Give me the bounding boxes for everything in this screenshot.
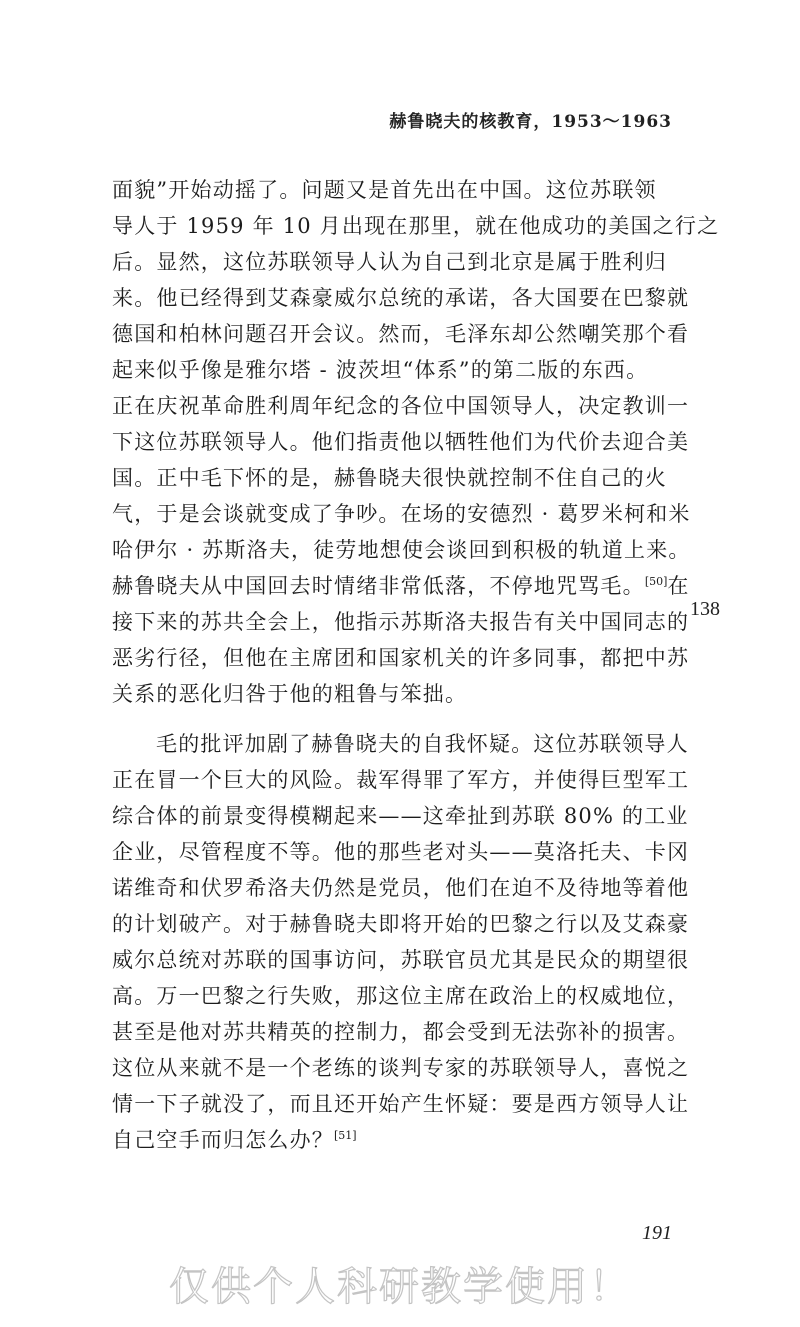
footnote-ref-50[interactable]: [50] <box>644 575 668 588</box>
original-page-number: 138 <box>690 598 720 620</box>
text-line: 下这位苏联领导人。他们指责他以牺牲他们为代价去迎合美 <box>112 430 690 454</box>
text-line <box>112 568 690 604</box>
text-line: 德国和柏林问题召开会议。然而，毛泽东却公然嘲笑那个看 <box>112 322 690 346</box>
text-line: 正在庆祝革命胜利周年纪念的各位中国领导人，决定教训一 <box>112 394 690 418</box>
text-line: 关系的恶化归咎于他的粗鲁与笨拙。 <box>112 682 468 706</box>
paragraph-break <box>112 712 672 726</box>
text-line <box>112 1122 672 1158</box>
text-segment: 自己空手而归怎么办？ <box>112 1128 334 1152</box>
text-line: 的计划破产。对于赫鲁晓夫即将开始的巴黎之行以及艾森豪 <box>112 912 690 936</box>
text-line: 这位从来就不是一个老练的谈判专家的苏联领导人，喜悦之 <box>112 1056 690 1080</box>
text-segment: 在 <box>667 574 690 598</box>
text-line: 哈伊尔 · 苏斯洛夫，徒劳地想使会谈回到积极的轨道上来。 <box>112 538 691 562</box>
text-line: 恶劣行径，但他在主席团和国家机关的许多同事，都把中苏 <box>112 646 690 670</box>
page-number: 191 <box>642 1222 672 1244</box>
text-line: 高。万一巴黎之行失败，那这位主席在政治上的权威地位， <box>112 984 690 1008</box>
text-line: 甚至是他对苏共精英的控制力，都会受到无法弥补的损害。 <box>112 1020 690 1044</box>
text-line: 诺维奇和伏罗希洛夫仍然是党员，他们在迫不及待地等着他 <box>112 876 690 900</box>
text-line: 后。显然，这位苏联领导人认为自己到北京是属于胜利归 <box>112 250 667 274</box>
text-line: 接下来的苏共全会上，他指示苏斯洛夫报告有关中国同志的 <box>112 610 690 634</box>
text-line: 威尔总统对苏联的国事访问，苏联官员尤其是民众的期望很 <box>112 948 690 972</box>
text-line: 起来似乎像是雅尔塔 - 波茨坦“体系”的第二版的东西。 <box>112 358 649 382</box>
text-segment: 赫鲁晓夫从中国回去时情绪非常低落，不停地咒骂毛。 <box>112 574 645 598</box>
text-line: 毛的批评加剧了赫鲁晓夫的自我怀疑。这位苏联领导人 <box>156 732 689 756</box>
text-line: 国。正中毛下怀的是，赫鲁晓夫很快就控制不住自己的火 <box>112 466 667 490</box>
text-line: 气，于是会谈就变成了争吵。在场的安德烈 · 葛罗米柯和米 <box>112 502 691 526</box>
text-line: 综合体的前景变得模糊起来——这牵扯到苏联 80% 的工业 <box>112 804 689 828</box>
text-line: 正在冒一个巨大的风险。裁军得罪了军方，并使得巨型军工 <box>112 768 690 792</box>
text-line: 面貌”开始动摇了。问题又是首先出在中国。这位苏联领 <box>112 178 657 202</box>
text-line: 情一下子就没了，而且还开始产生怀疑：要是西方领导人让 <box>112 1092 690 1116</box>
watermark: 仅供个人科研教学使用！ <box>169 1264 631 1310</box>
footnote-ref-51[interactable]: [51] <box>334 1129 357 1142</box>
text-line: 来。他已经得到艾森豪威尔总统的承诺，各大国要在巴黎就 <box>112 286 690 310</box>
text-line: 企业，尽管程度不等。他的那些老对头——莫洛托夫、卡冈 <box>112 840 690 864</box>
text-line: 导人于 1959 年 10 月出现在那里，就在他成功的美国之行之 <box>112 214 720 238</box>
running-header: 赫鲁晓夫的核教育，1953～1963 <box>389 112 672 132</box>
